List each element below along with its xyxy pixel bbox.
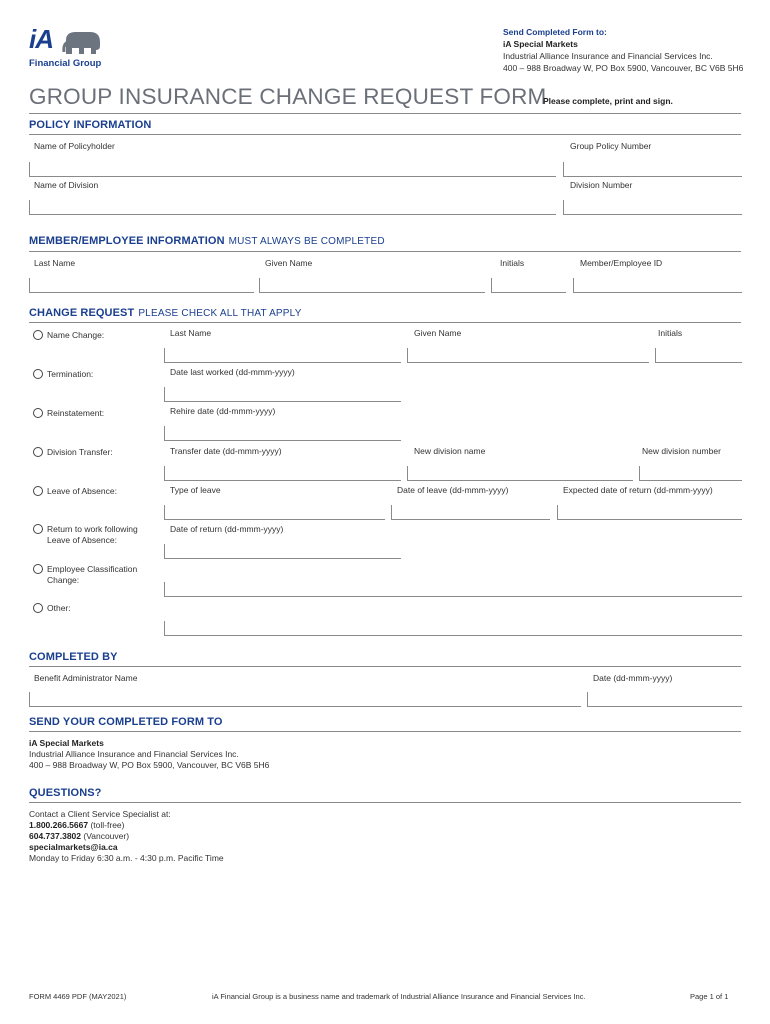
termination-label: Termination: [47,369,94,379]
questions-contact [29,809,224,864]
new-last-name-label: Last Name [170,328,212,338]
questions-intro: Contact a Client Service Specialist at: [29,809,171,819]
send-section-company: Industrial Alliance Insurance and Financial Services Inc. [29,749,239,759]
new-initials-field[interactable] [655,348,742,363]
reinstatement-label: Reinstatement: [47,408,105,418]
policy-number-label: Group Policy Number [570,141,652,151]
division-number-label: Division Number [570,180,633,190]
member-id-label: Member/Employee ID [580,258,663,268]
division-number-field[interactable] [563,200,742,215]
footer-trademark: iA Financial Group is a business name and trademark of Industrial Alliance Insurance and Financial Services Inc. [212,992,586,1001]
policy-number-field[interactable] [563,162,742,177]
classification-change-field[interactable] [164,582,742,597]
new-last-name-field[interactable] [164,348,401,363]
return-to-work-label [47,524,138,546]
return-to-work-line1: Return to work following [47,524,138,534]
send-section-address [29,738,269,771]
leave-of-absence-radio[interactable] [33,486,43,496]
new-division-name-field[interactable] [407,466,633,481]
policy-heading: POLICY INFORMATION [29,119,152,131]
email-link[interactable]: specialmarkets@ia.ca [29,842,118,852]
elephant-icon [62,30,102,56]
name-change-label: Name Change: [47,330,105,340]
member-given-name-label: Given Name [265,258,313,268]
member-last-name-field[interactable] [29,278,254,293]
member-id-field[interactable] [573,278,742,293]
office-hours: Monday to Friday 6:30 a.m. - 4:30 p.m. Pacific Time [29,853,224,863]
send-header [503,26,743,74]
change-divider [29,322,741,323]
completed-date-label: Date (dd-mmm-yyyy) [593,673,673,683]
member-initials-label: Initials [500,258,525,268]
leave-of-absence-label: Leave of Absence: [47,486,117,496]
send-header-company: Industrial Alliance Insurance and Financial Services Inc. [503,51,713,61]
rehire-date-label: Rehire date (dd-mmm-yyyy) [170,406,276,416]
policyholder-label: Name of Policyholder [34,141,115,151]
tollfree-number[interactable]: 1.800.266.5667 [29,820,89,830]
send-header-name: iA Special Markets [503,39,578,49]
send-section-street: 400 – 988 Broadway W, PO Box 5900, Vancouver, BC V6B 5H6 [29,760,270,770]
return-to-work-radio[interactable] [33,524,43,534]
change-heading-title: CHANGE REQUEST [29,307,135,319]
footer-page-number: Page 1 of 1 [690,992,729,1001]
change-heading [29,307,302,319]
member-heading-sub: MUST ALWAYS BE COMPLETED [228,236,385,247]
transfer-date-label: Transfer date (dd-mmm-yyyy) [170,446,282,456]
change-heading-sub: PLEASE CHECK ALL THAT APPLY [138,308,302,319]
vancouver-number[interactable]: 604.737.3802 [29,831,81,841]
termination-radio[interactable] [33,369,43,379]
send-section-heading: SEND YOUR COMPLETED FORM TO [29,716,223,728]
send-section-name: iA Special Markets [29,738,104,748]
date-of-leave-label: Date of leave (dd-mmm-yyyy) [397,485,509,495]
date-last-worked-field[interactable] [164,387,401,402]
name-change-radio[interactable] [33,330,43,340]
division-label: Name of Division [34,180,99,190]
policy-divider [29,134,741,135]
transfer-date-field[interactable] [164,466,401,481]
member-last-name-label: Last Name [34,258,76,268]
admin-name-label: Benefit Administrator Name [34,673,138,683]
send-section-divider [29,731,741,732]
rehire-date-field[interactable] [164,426,401,441]
return-to-work-line2: Leave of Absence: [47,535,117,545]
new-division-number-label: New division number [642,446,721,456]
completed-by-divider [29,666,741,667]
vancouver-label: (Vancouver) [83,831,130,841]
tollfree-label: (toll-free) [90,820,125,830]
classification-change-line2: Change: [47,575,80,585]
completed-by-heading: COMPLETED BY [29,651,118,663]
form-instruction: Please complete, print and sign. [543,96,673,106]
new-given-name-field[interactable] [407,348,649,363]
logo [29,24,109,72]
policyholder-field[interactable] [29,162,556,177]
classification-change-radio[interactable] [33,564,43,574]
member-heading-title: MEMBER/EMPLOYEE INFORMATION [29,235,225,247]
classification-change-label [47,564,137,586]
member-initials-field[interactable] [491,278,566,293]
admin-name-field[interactable] [29,692,581,707]
division-transfer-label: Division Transfer: [47,447,113,457]
send-header-title: Send Completed Form to: [503,27,607,37]
questions-heading: QUESTIONS? [29,787,102,799]
title-divider [29,113,741,114]
date-of-return-field[interactable] [164,544,401,559]
other-radio[interactable] [33,603,43,613]
member-divider [29,251,741,252]
date-of-leave-field[interactable] [391,505,550,520]
questions-divider [29,802,741,803]
expected-return-field[interactable] [557,505,742,520]
new-division-number-field[interactable] [639,466,742,481]
type-of-leave-field[interactable] [164,505,385,520]
form-title: GROUP INSURANCE CHANGE REQUEST FORM [29,84,547,109]
other-label: Other: [47,603,71,613]
other-field[interactable] [164,621,742,636]
expected-return-label: Expected date of return (dd-mmm-yyyy) [563,485,713,495]
type-of-leave-label: Type of leave [170,485,221,495]
member-given-name-field[interactable] [259,278,485,293]
reinstatement-radio[interactable] [33,408,43,418]
tollfree-line [29,820,224,831]
date-last-worked-label: Date last worked (dd-mmm-yyyy) [170,367,295,377]
footer-form-code: FORM 4469 PDF (MAY2021) [29,992,127,1001]
completed-date-field[interactable] [587,692,742,707]
classification-change-line1: Employee Classification [47,564,138,574]
division-transfer-radio[interactable] [33,447,43,457]
date-of-return-label: Date of return (dd-mmm-yyyy) [170,524,284,534]
new-initials-label: Initials [658,328,683,338]
new-given-name-label: Given Name [414,328,462,338]
new-division-name-label: New division name [414,446,486,456]
send-header-address: 400 – 988 Broadway W, PO Box 5900, Vancouver, BC V6B 5H6 [503,63,744,73]
logo-subtext: Financial Group [29,58,102,69]
division-field[interactable] [29,200,556,215]
member-heading [29,235,385,247]
vancouver-line [29,831,224,842]
logo-text: iA [29,24,53,54]
